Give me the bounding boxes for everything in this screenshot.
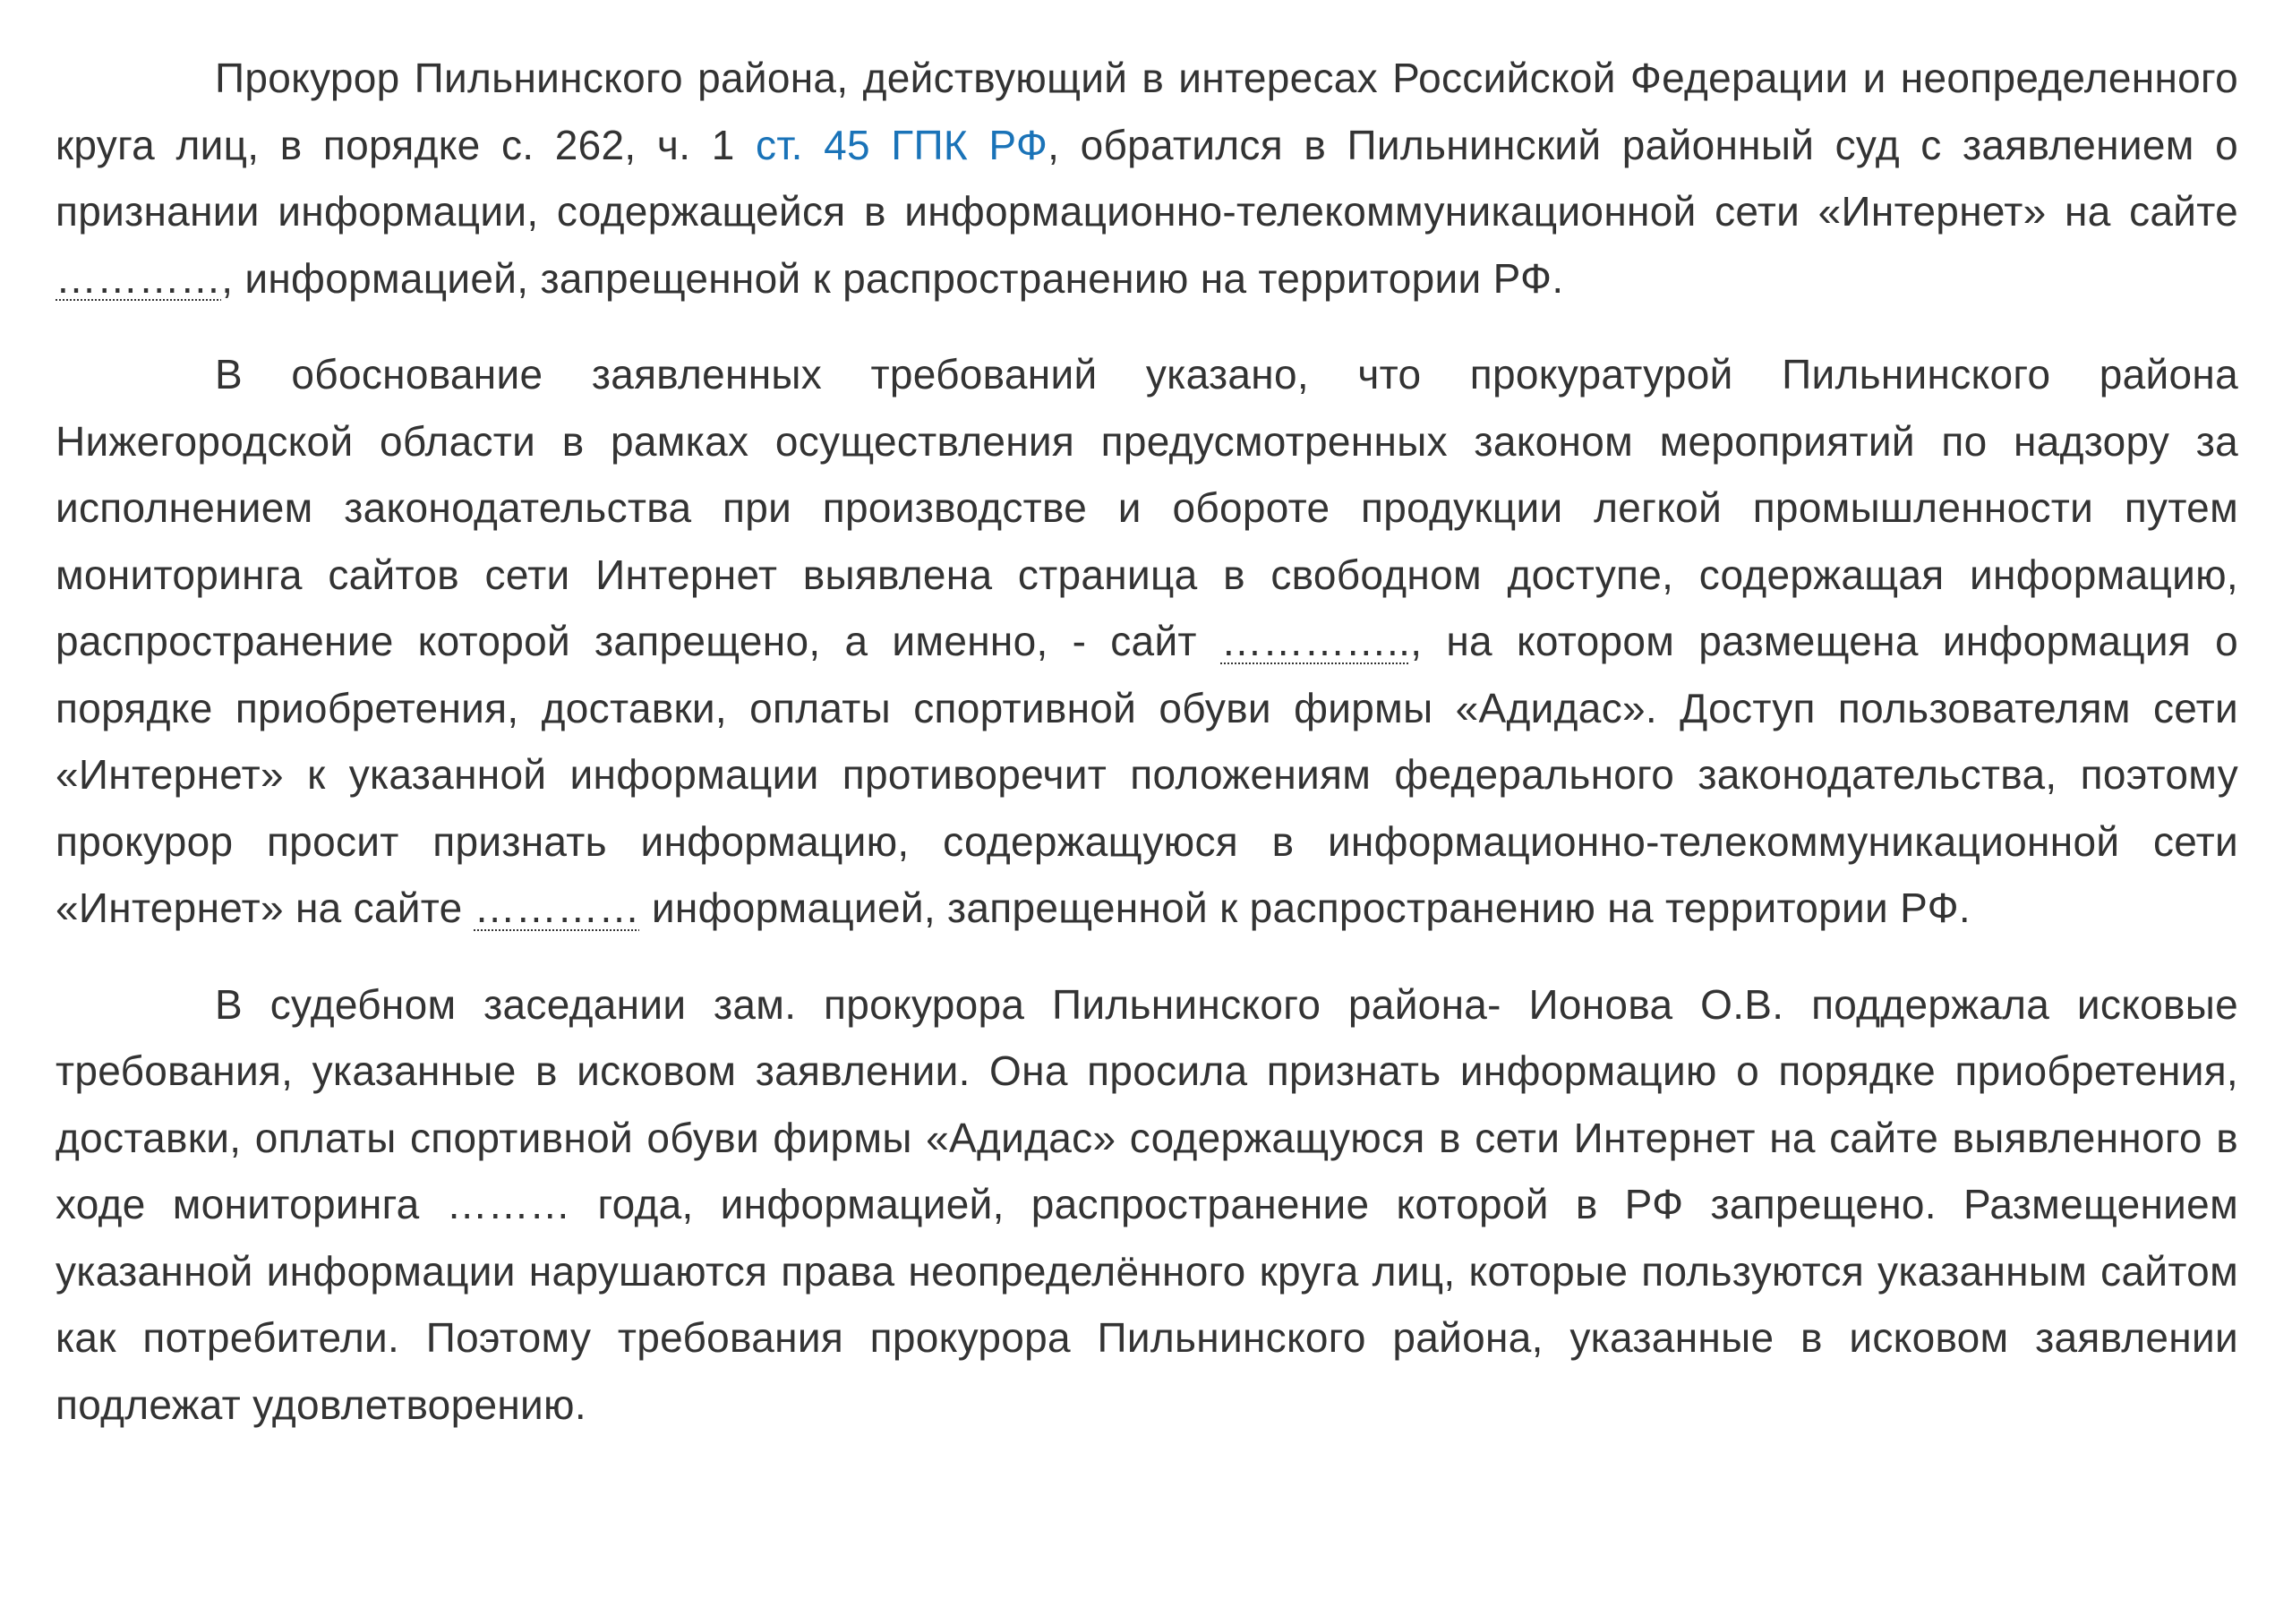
- paragraph-1-text-c: , информацией, запрещенной к распространению на территории РФ.: [221, 254, 1564, 302]
- site-placeholder: …………: [474, 885, 640, 931]
- site-placeholder: …………..: [1220, 618, 1411, 664]
- paragraph-2: [56, 341, 2238, 942]
- paragraph-1-text-b: , обратился в Пильнинский районный суд с заявлением о признании информации, содержащейся в информационно-телекоммуникационной сети «Интернет» на сайте: [56, 121, 2238, 235]
- paragraph-2-text-b: , на котором размещена информация о порядке приобретения, доставки, оплаты спортивной обуви фирмы «Адидас». Доступ пользователям сети «Интернет» к указанной информации противоречит положениям федерального законодательства, поэтому прокурор просит признать информацию, содержащуюся в информационно-телекоммуникационной сети «Интернет» на сайте: [56, 618, 2238, 931]
- paragraph-1-text-a: Прокурор Пильнинского района, действующий в интересах Российской Федерации и неопределенного круга лиц, в порядке с. 262, ч. 1: [56, 55, 2238, 168]
- site-placeholder: …………: [56, 254, 222, 302]
- paragraph-1: [56, 45, 2238, 312]
- paragraph-2-text-a: В обоснование заявленных требований указано, что прокуратурой Пильнинского района Нижегородской области в рамках осуществления предусмотренных законом мероприятий по надзору за исполнением законодательства при производстве и обороте продукции легкой промышленности путем мониторинга сайтов сети Интернет выявлена страница в свободном доступе, содержащая информацию, распространение которой запрещено, а именно, - сайт: [56, 351, 2238, 664]
- paragraph-3: В судебном заседании зам. прокурора Пильнинского района- Ионова О.В. поддержала исковые требования, указанные в исковом заявлении. Она просила признать информацию о порядке приобретения, доставки, оплаты спортивной обуви фирмы «Адидас» содержащуюся в сети Интернет на сайте выявленного в ходе мониторинга ……… года, информацией, распространение которой в РФ запрещено. Размещением указанной информации нарушаются права неопределённого круга лиц, которые пользуются указанным сайтом как потребители. Поэтому требования прокурора Пильнинского района, указанные в исковом заявлении подлежат удовлетворению.: [56, 980, 2238, 1428]
- law-article-link[interactable]: ст. 45 ГПК РФ: [756, 121, 1048, 168]
- document-body: [56, 45, 2238, 1467]
- paragraph-2-text-c: информацией, запрещенной к распространению на территории РФ.: [639, 885, 1971, 931]
